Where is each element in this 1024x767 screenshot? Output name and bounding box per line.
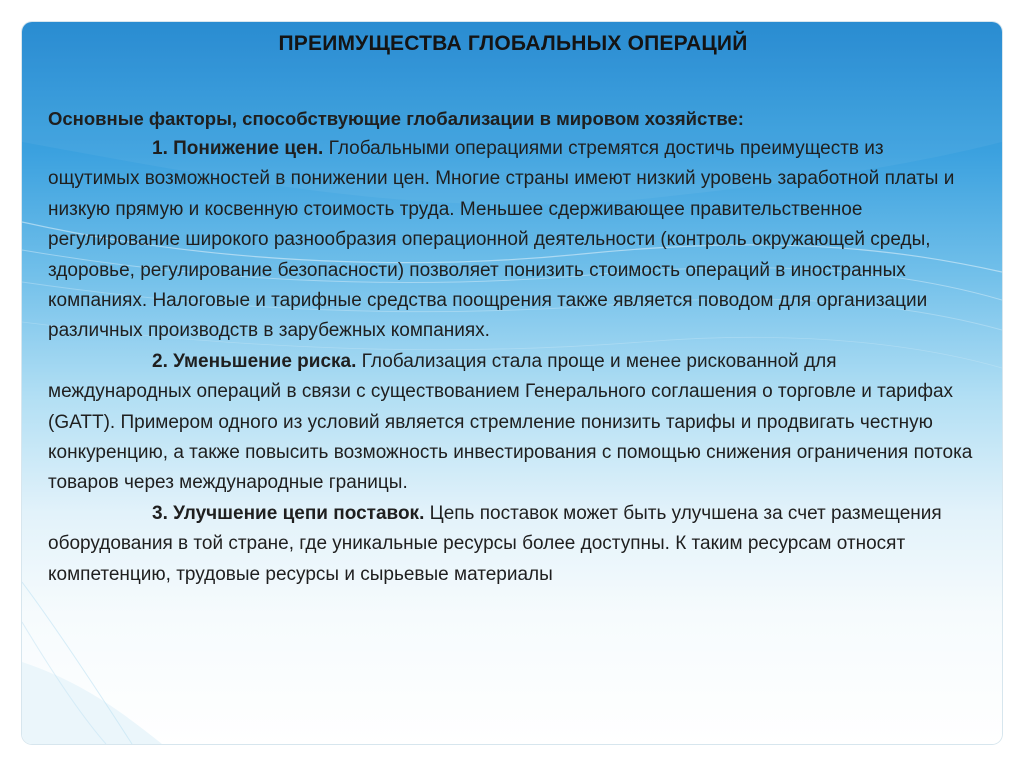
slide [22, 22, 1002, 744]
factor-paragraph-3 [48, 499, 978, 590]
slide-title: ПРЕИМУЩЕСТВА ГЛОБАЛЬНЫХ ОПЕРАЦИЙ [278, 32, 748, 55]
slide-content [48, 22, 978, 722]
intro-heading: Основные факторы, способствующие глобализации в мировом хозяйстве: [48, 108, 744, 129]
factor-paragraph-1 [48, 134, 978, 347]
factor-text-2: Глобализация стала проще и менее рискованной для международных операций в связи с существованием Генерального соглашения о торговле и тарифах (GATT). Примером одного из условий является стремление понизить тарифы и продвигать честную конкуренцию, а также повысить возможность инвестирования с помощью снижения ограничения потока товаров через международные границы. [48, 350, 973, 494]
factor-heading-2: 2. Уменьшение риска. [152, 350, 357, 372]
slide-body [48, 134, 978, 590]
factor-paragraph-2 [48, 347, 978, 499]
factor-heading-1: 1. Понижение цен. [152, 138, 324, 159]
factor-text-3: Цепь поставок может быть улучшена за счет размещения оборудования в той стране, где уникальные ресурсы более доступны. К таким ресурсам относят компетенцию, трудовые ресурсы и сырьевые материалы [48, 502, 942, 585]
factor-heading-3: 3. Улучшение цепи поставок. [152, 502, 425, 524]
factor-text-1: Глобальными операциями стремятся достичь преимуществ из ощутимых возможностей в понижении цен. Многие страны имеют низкий уровень заработной платы и низкую прямую и косвенную стоимость труда. Меньшее сдерживающее правительственное регулирование широкого разнообразия операционной деятельности (контроль окружающей среды, здоровье, регулирование безопасности) позволяет понизить стоимость операций в иностранных компаниях. Налоговые и тарифные средства поощрения также является поводом для организации различных производств в зарубежных компаниях. [48, 138, 955, 342]
